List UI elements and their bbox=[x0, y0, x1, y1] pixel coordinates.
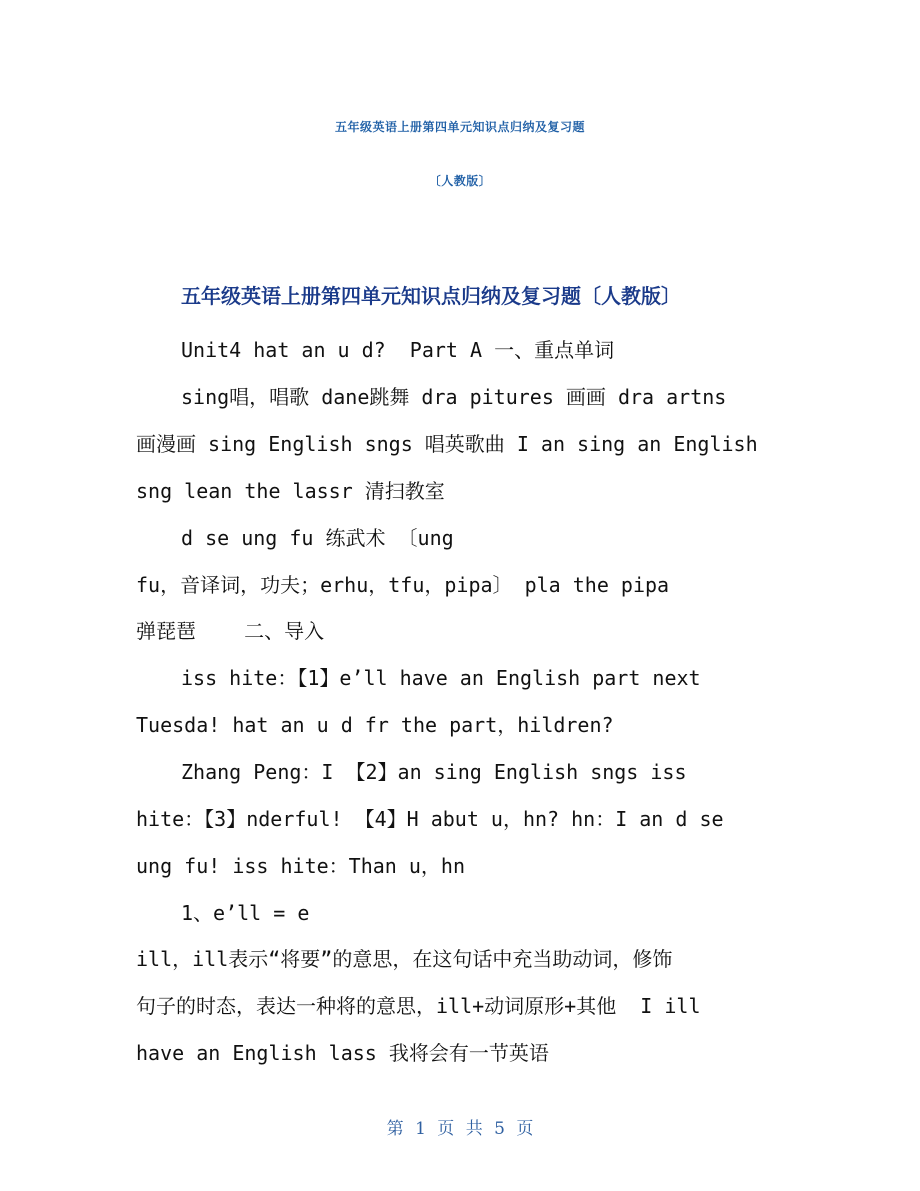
document-title-line-2: 〔人教版〕 bbox=[428, 174, 492, 188]
body-line: sng lean the lassr 清扫教室 bbox=[136, 479, 445, 503]
body-line: 句子的时态，表达一种将的意思，ill+动词原形+其他 I ill bbox=[136, 994, 701, 1018]
body-line: sing唱，唱歌 dane跳舞 dra pitures 画画 dra artns bbox=[181, 385, 727, 409]
body-line: 1、e’ll = e bbox=[181, 901, 310, 925]
body-line: Zhang Peng：I 【2】an sing English sngs iss bbox=[181, 760, 687, 784]
document-title-line-1: 五年级英语上册第四单元知识点归纳及复习题 bbox=[334, 120, 585, 134]
body-line: iss hite：【1】e’ll have an English part next bbox=[181, 666, 701, 690]
section-heading: 五年级英语上册第四单元知识点归纳及复习题〔人教版〕 bbox=[181, 284, 681, 308]
body-line: ung fu! iss hite：Than u，hn bbox=[136, 854, 465, 878]
body-line: 弹琵琶 二、导入 bbox=[136, 619, 325, 643]
body-line: fu，音译词，功夫；erhu，tfu，pipa〕 pla the pipa bbox=[136, 573, 670, 597]
page-number-footer: 第 1 页 共 5 页 bbox=[386, 1119, 534, 1139]
body-line: d se ung fu 练武术 〔ung bbox=[181, 526, 454, 550]
body-line: Tuesda! hat an u d fr the part，hildren? bbox=[136, 713, 614, 737]
body-line-unit-header: Unit4 hat an u d? Part A 一、重点单词 bbox=[181, 338, 615, 362]
body-line: hite：【3】nderful! 【4】H abut u，hn? hn：I an d se bbox=[136, 807, 724, 831]
body-line: have an English lass 我将会有一节英语 bbox=[136, 1041, 549, 1065]
body-line: ill，ill表示“将要”的意思，在这句话中充当助动词，修饰 bbox=[136, 947, 673, 971]
body-line: 画漫画 sing English sngs 唱英歌曲 I an sing an English bbox=[136, 432, 758, 456]
